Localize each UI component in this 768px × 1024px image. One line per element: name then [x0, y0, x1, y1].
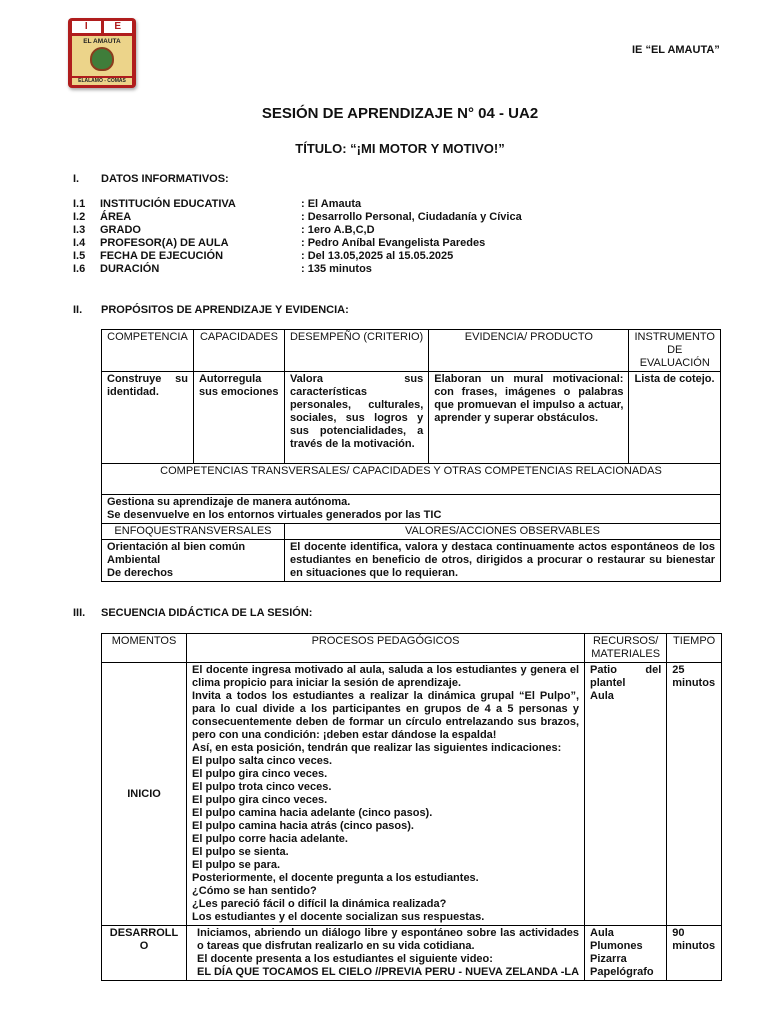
moment-inicio: INICIO — [102, 663, 187, 926]
cell-desempeno: Valora sus características personales, culturales, sociales, sus logros y sus potencialidades, a través de la motivación. — [284, 372, 428, 464]
inicio-dynamic: Invita a todos los estudiantes a realizar la dinámica grupal “El Pulpo”, para lo cual divide a los participantes en grupos de 4 a 5 personas y consecuentemente deben de formar un círculo entrelazando sus brazos, pero con una condición: ¡deben estar dándose la espalda! — [192, 690, 580, 741]
school-logo — [68, 18, 136, 88]
cell-competencia: Construye su identidad. — [102, 372, 194, 464]
valores-header: VALORES/ACCIONES OBSERVABLES — [284, 524, 720, 540]
enfoques-row — [102, 540, 721, 582]
enfoques-cell — [102, 540, 285, 582]
transversal-title-row — [102, 464, 721, 495]
info-value: : Desarrollo Personal, Ciudadanía y Cívica — [301, 211, 522, 223]
info-label: GRADO — [100, 224, 141, 236]
info-row — [73, 211, 522, 224]
crest-icon — [90, 47, 114, 71]
info-value: : Del 13.05,2025 al 15.05.2025 — [301, 250, 454, 262]
col-header-instrumento: INSTRUMENTO DE EVALUACIÓN — [629, 330, 721, 372]
sequence-table — [101, 633, 722, 981]
resource-item: Patio del plantel — [590, 664, 662, 689]
info-row — [73, 237, 522, 250]
info-row — [73, 263, 522, 276]
info-number: I.4 — [73, 237, 86, 249]
school-name-header: IE “EL AMAUTA” — [632, 44, 720, 56]
col-header-competencia: COMPETENCIA — [102, 330, 194, 372]
info-number: I.5 — [73, 250, 86, 262]
inicio-line: El pulpo camina hacia adelante (cinco pasos). — [192, 807, 433, 819]
info-list — [73, 198, 522, 276]
video-title: EL DÍA QUE TOCAMOS EL CIELO //PREVIA PERU - NUEVA ZELANDA -LA — [197, 966, 580, 978]
resource-item: Papelógrafo — [590, 966, 654, 978]
enfoques-header: ENFOQUESTRANSVERSALES — [102, 524, 285, 540]
inicio-line: ¿Cómo se han sentido? — [192, 885, 317, 897]
section-title: DATOS INFORMATIVOS: — [101, 173, 229, 185]
info-row — [73, 250, 522, 263]
info-label: DURACIÓN — [100, 263, 160, 275]
section-number: III. — [73, 607, 86, 619]
purposes-header-row — [102, 330, 721, 372]
resource-item: Aula — [590, 927, 614, 939]
inicio-row — [102, 663, 722, 926]
inicio-line: Así, en esta posición, tendrán que realizar las siguientes indicaciones: — [192, 742, 562, 754]
desarrollo-text: El docente presenta a los estudiantes el siguiente video: — [197, 953, 493, 965]
inicio-line: El pulpo se sienta. — [192, 846, 289, 858]
inicio-line: El pulpo gira cinco veces. — [192, 794, 328, 806]
inicio-line: El pulpo salta cinco veces. — [192, 755, 333, 767]
inicio-line: Los estudiantes y el docente socializan sus respuestas. — [192, 911, 485, 923]
info-value: : El Amauta — [301, 198, 362, 210]
inicio-processes — [187, 663, 585, 926]
inicio-line: ¿Les pareció fácil o difícil la dinámica realizada? — [192, 898, 447, 910]
transversal-row — [102, 495, 721, 524]
info-number: I.3 — [73, 224, 86, 236]
desarrollo-row — [102, 926, 722, 981]
logo-letter-e: E — [104, 21, 133, 33]
resource-item: Plumones — [590, 940, 643, 952]
info-value: : 1ero A.B,C,D — [301, 224, 375, 236]
inicio-intro: El docente ingresa motivado al aula, saluda a los estudiantes y genera el clima propicio para iniciar la sesión de aprendizaje. — [192, 664, 580, 689]
cell-evidencia: Elaboran un mural motivacional: con frases, imágenes o palabras que promuevan el impulso a actuar, aprender y superar obstáculos. — [429, 372, 629, 464]
session-title: TÍTULO: “¡MI MOTOR Y MOTIVO!” — [295, 141, 505, 156]
cell-capacidades: Autorregula sus emociones — [193, 372, 284, 464]
col-header-recursos: RECURSOS/ MATERIALES — [585, 634, 667, 663]
desarrollo-processes — [187, 926, 585, 981]
section-heading-2 — [73, 304, 349, 316]
section-heading-3 — [73, 607, 312, 619]
desarrollo-text: Iniciamos, abriendo un diálogo libre y espontáneo sobre las actividades o tareas que disfrutan realizarlo en su vida cotidiana. — [197, 927, 580, 952]
transversal-item: Se desenvuelve en los entornos virtuales generados por las TIC — [107, 509, 442, 521]
transversal-title: COMPETENCIAS TRANSVERSALES/ CAPACIDADES Y OTRAS COMPETENCIAS RELACIONADAS — [102, 464, 721, 495]
info-label: FECHA DE EJECUCIÓN — [100, 250, 224, 262]
enfoque-item: Ambiental — [107, 554, 161, 566]
col-header-desempeno: DESEMPEÑO (CRITERIO) — [284, 330, 428, 372]
inicio-line: El pulpo se para. — [192, 859, 281, 871]
info-number: I.1 — [73, 198, 86, 210]
valores-cell: El docente identifica, valora y destaca continuamente actos espontáneos de los estudiantes en beneficio de otros, dirigidos a procurar o restaurar su bienestar en situaciones que lo requieran. — [284, 540, 720, 582]
resource-item: Pizarra — [590, 953, 627, 965]
page-title: SESIÓN DE APRENDIZAJE N° 04 - UA2 — [261, 105, 539, 122]
logo-name: EL AMAUTA — [83, 38, 121, 45]
info-label: PROFESOR(A) DE AULA — [100, 237, 229, 249]
info-number: I.2 — [73, 211, 86, 223]
inicio-line: El pulpo camina hacia atrás (cinco pasos). — [192, 820, 414, 832]
section-heading-1 — [73, 173, 229, 185]
info-row — [73, 224, 522, 237]
enfoque-item: Orientación al bien común — [107, 541, 246, 553]
cell-instrumento: Lista de cotejo. — [629, 372, 721, 464]
inicio-line: Posteriormente, el docente pregunta a los estudiantes. — [192, 872, 479, 884]
info-number: I.6 — [73, 263, 86, 275]
resource-item: Aula — [590, 690, 614, 702]
col-header-capacidades: CAPACIDADES — [193, 330, 284, 372]
enfoque-item: De derechos — [107, 567, 174, 579]
section-number: I. — [73, 173, 80, 185]
section-title: PROPÓSITOS DE APRENDIZAJE Y EVIDENCIA: — [101, 304, 349, 316]
logo-bottom-text: ELALAMO - COMAS — [72, 78, 132, 85]
purposes-table — [101, 329, 721, 582]
col-header-procesos: PROCESOS PEDAGÓGICOS — [187, 634, 585, 663]
inicio-resources — [585, 663, 667, 926]
inicio-line: El pulpo corre hacia adelante. — [192, 833, 348, 845]
info-label: INSTITUCIÓN EDUCATIVA — [100, 198, 236, 210]
info-value: : Pedro Aníbal Evangelista Paredes — [301, 237, 486, 249]
logo-letter-i: I — [72, 21, 101, 33]
section-number: II. — [73, 304, 83, 316]
sequence-header-row — [102, 634, 722, 663]
info-label: ÁREA — [100, 211, 132, 223]
moment-desarrollo: DESARROLLO — [102, 926, 187, 981]
inicio-line: El pulpo gira cinco veces. — [192, 768, 328, 780]
transversal-item: Gestiona su aprendizaje de manera autónoma. — [107, 496, 351, 508]
col-header-tiempo: TIEMPO — [667, 634, 722, 663]
enfoques-header-row — [102, 524, 721, 540]
inicio-time: 25 minutos — [667, 663, 722, 926]
info-value: : 135 minutos — [301, 263, 372, 275]
section-title: SECUENCIA DIDÁCTICA DE LA SESIÓN: — [101, 607, 313, 619]
desarrollo-time: 90 minutos — [667, 926, 722, 981]
info-row — [73, 198, 522, 211]
purposes-row — [102, 372, 721, 464]
desarrollo-resources — [585, 926, 667, 981]
col-header-momentos: MOMENTOS — [102, 634, 187, 663]
col-header-evidencia: EVIDENCIA/ PRODUCTO — [429, 330, 629, 372]
inicio-line: El pulpo trota cinco veces. — [192, 781, 332, 793]
transversal-cell — [102, 495, 721, 524]
